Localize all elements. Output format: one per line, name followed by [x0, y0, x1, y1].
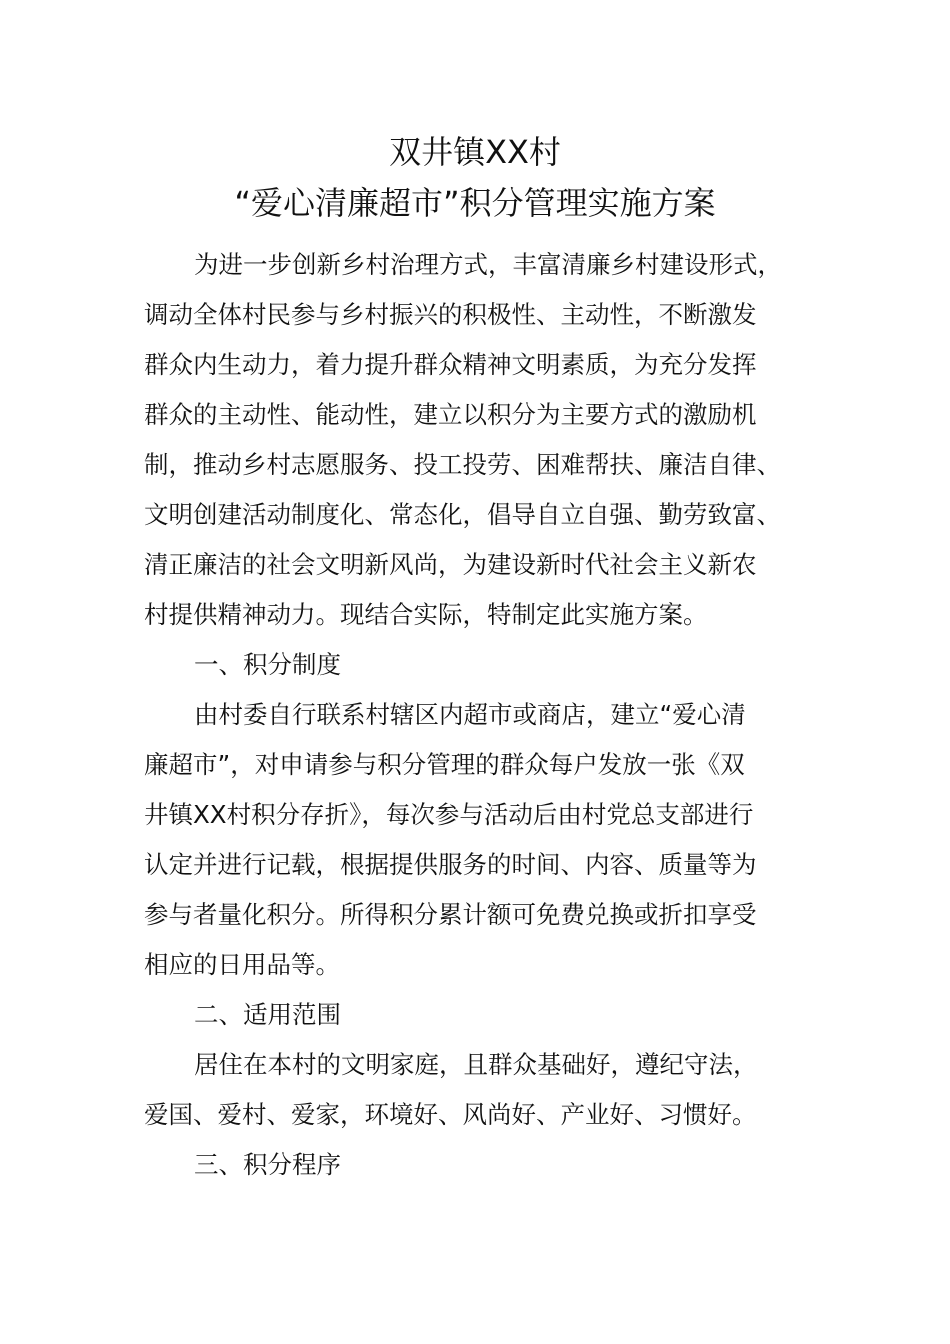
paragraph-2-line-3: 井镇XX村积分存折》，每次参与活动后由村党总支部进行: [144, 800, 754, 829]
document-title-line-1: 双井镇XX村: [389, 133, 561, 171]
paragraph-2-line-2: 廉超市”，对申请参与积分管理的群众每户发放一张《双: [144, 750, 745, 779]
section-heading-1: 一、积分制度: [194, 650, 341, 679]
paragraph-2-line-4: 认定并进行记载，根据提供服务的时间、内容、质量等为: [144, 850, 757, 879]
paragraph-1-line-4: 群众的主动性、能动性，建立以积分为主要方式的激励机: [144, 400, 757, 429]
paragraph-2-line-1: 由村委自行联系村辖区内超市或商店，建立“爱心清: [194, 700, 746, 729]
paragraph-1-line-2: 调动全体村民参与乡村振兴的积极性、主动性，不断激发: [144, 300, 757, 329]
paragraph-1-line-5: 制，推动乡村志愿服务、投工投劳、困难帮扶、廉洁自律、: [144, 450, 781, 479]
paragraph-2-line-5: 参与者量化积分。所得积分累计额可免费兑换或折扣享受: [144, 900, 757, 929]
section-heading-2: 二、适用范围: [194, 1000, 341, 1029]
paragraph-2-line-6: 相应的日用品等。: [144, 950, 340, 979]
paragraph-1-line-7: 清正廉洁的社会文明新风尚，为建设新时代社会主义新农: [144, 550, 757, 579]
paragraph-1-line-8: 村提供精神动力。现结合实际，特制定此实施方案。: [144, 600, 708, 629]
paragraph-3-line-1: 居住在本村的文明家庭，且群众基础好，遵纪守法，: [194, 1050, 758, 1079]
paragraph-3-line-2: 爱国、爱村、爱家，环境好、风尚好、产业好、习惯好。: [144, 1100, 757, 1129]
paragraph-1-line-6: 文明创建活动制度化、常态化，倡导自立自强、勤劳致富、: [144, 500, 781, 529]
section-heading-3: 三、积分程序: [194, 1150, 341, 1179]
paragraph-1-line-1: 为进一步创新乡村治理方式，丰富清廉乡村建设形式，: [194, 250, 782, 279]
document-title-line-2: “爱心清廉超市”积分管理实施方案: [234, 184, 716, 222]
paragraph-1-line-3: 群众内生动力，着力提升群众精神文明素质，为充分发挥: [144, 350, 757, 379]
